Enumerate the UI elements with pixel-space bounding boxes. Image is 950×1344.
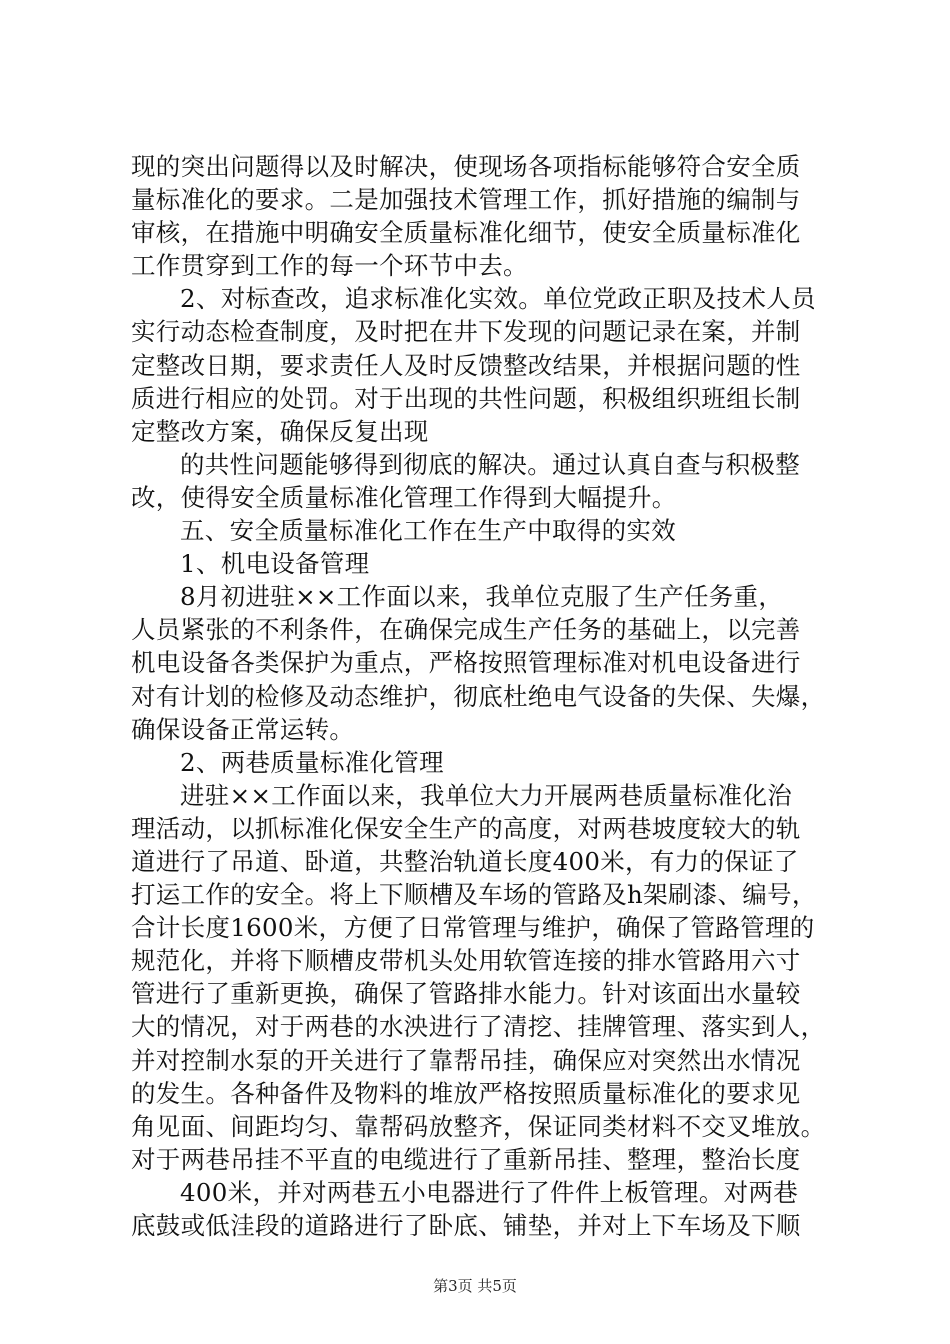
text-line: 机电设备各类保护为重点，严格按照管理标准对机电设备进行: [131, 648, 801, 678]
text-line: 现的突出问题得以及时解决，使现场各项指标能够符合安全质: [131, 152, 801, 181]
text-line: 理活动，以抓标准化保安全生产的高度，对两巷坡度较大的轨: [131, 813, 801, 843]
text-line: 量标准化的要求。二是加强技术管理工作，抓好措施的编制与: [131, 185, 801, 215]
text-line: 质进行相应的处罚。对于出现的共性问题，积极组织班组长制: [131, 383, 801, 413]
text-line: 底鼓或低洼段的道路进行了卧底、铺垫，并对上下车场及下顺: [131, 1211, 801, 1240]
text-line: 400米，并对两巷五小电器进行了件件上板管理。对两巷: [180, 1177, 799, 1207]
text-line: 对有计划的检修及动态维护，彻底杜绝电气设备的失保、失爆，: [131, 681, 826, 711]
text-line: 规范化，并将下顺槽皮带机头处用软管连接的排水管路用六寸: [131, 946, 801, 976]
text-line: 定整改日期，要求责任人及时反馈整改结果，并根据问题的性: [131, 350, 801, 380]
text-line: 人员紧张的不利条件，在确保完成生产任务的基础上，以完善: [131, 615, 801, 645]
text-line: 打运工作的安全。将上下顺槽及车场的管路及h架刷漆、编号，: [131, 880, 817, 910]
text-line: 审核，在措施中明确安全质量标准化细节，使安全质量标准化: [131, 218, 801, 248]
text-line: 定整改方案，确保反复出现: [131, 416, 429, 446]
text-line: 的发生。各种备件及物料的堆放严格按照质量标准化的要求见: [131, 1078, 801, 1108]
page-footer: 第3页 共5页: [433, 1277, 517, 1295]
text-line: 确保设备正常运转。: [131, 714, 355, 744]
text-line: 合计长度1600米，方便了日常管理与维护，确保了管路管理的: [131, 913, 815, 943]
text-line: 2、对标查改，追求标准化实效。单位党政正职及技术人员: [180, 284, 816, 314]
text-line: 并对控制水泵的开关进行了靠帮吊挂，确保应对突然出水情况: [131, 1045, 801, 1075]
text-line: 1、机电设备管理: [180, 549, 370, 579]
text-line: 8月初进驻××工作面以来，我单位克服了生产任务重，: [180, 582, 784, 612]
document-body: [131, 150, 851, 1242]
text-line: 改，使得安全质量标准化管理工作得到大幅提升。: [131, 482, 677, 512]
text-line: 大的情况，对于两巷的水泱进行了清挖、挂牌管理、落实到人，: [131, 1012, 826, 1042]
text-line: 角见面、间距均匀、靠帮码放整齐，保证同类材料不交叉堆放。: [131, 1111, 826, 1141]
text-line: 的共性问题能够得到彻底的解决。通过认真自查与积极整: [180, 449, 800, 479]
text-line: 工作贯穿到工作的每一个环节中去。: [131, 251, 528, 281]
text-line: 道进行了吊道、卧道，共整治轨道长度400米，有力的保证了: [131, 846, 799, 876]
text-line: 进驻××工作面以来，我单位大力开展两巷质量标准化治: [180, 780, 793, 810]
text-line: 管进行了重新更换，确保了管路排水能力。针对该面出水量较: [131, 979, 801, 1009]
text-line: 实行动态检查制度，及时把在井下发现的问题记录在案，并制: [131, 317, 801, 347]
text-line: 2、两巷质量标准化管理: [180, 747, 444, 777]
text-line: 对于两巷吊挂不平直的电缆进行了重新吊挂、整理，整治长度: [131, 1144, 801, 1174]
text-line: 五、安全质量标准化工作在生产中取得的实效: [180, 516, 676, 546]
